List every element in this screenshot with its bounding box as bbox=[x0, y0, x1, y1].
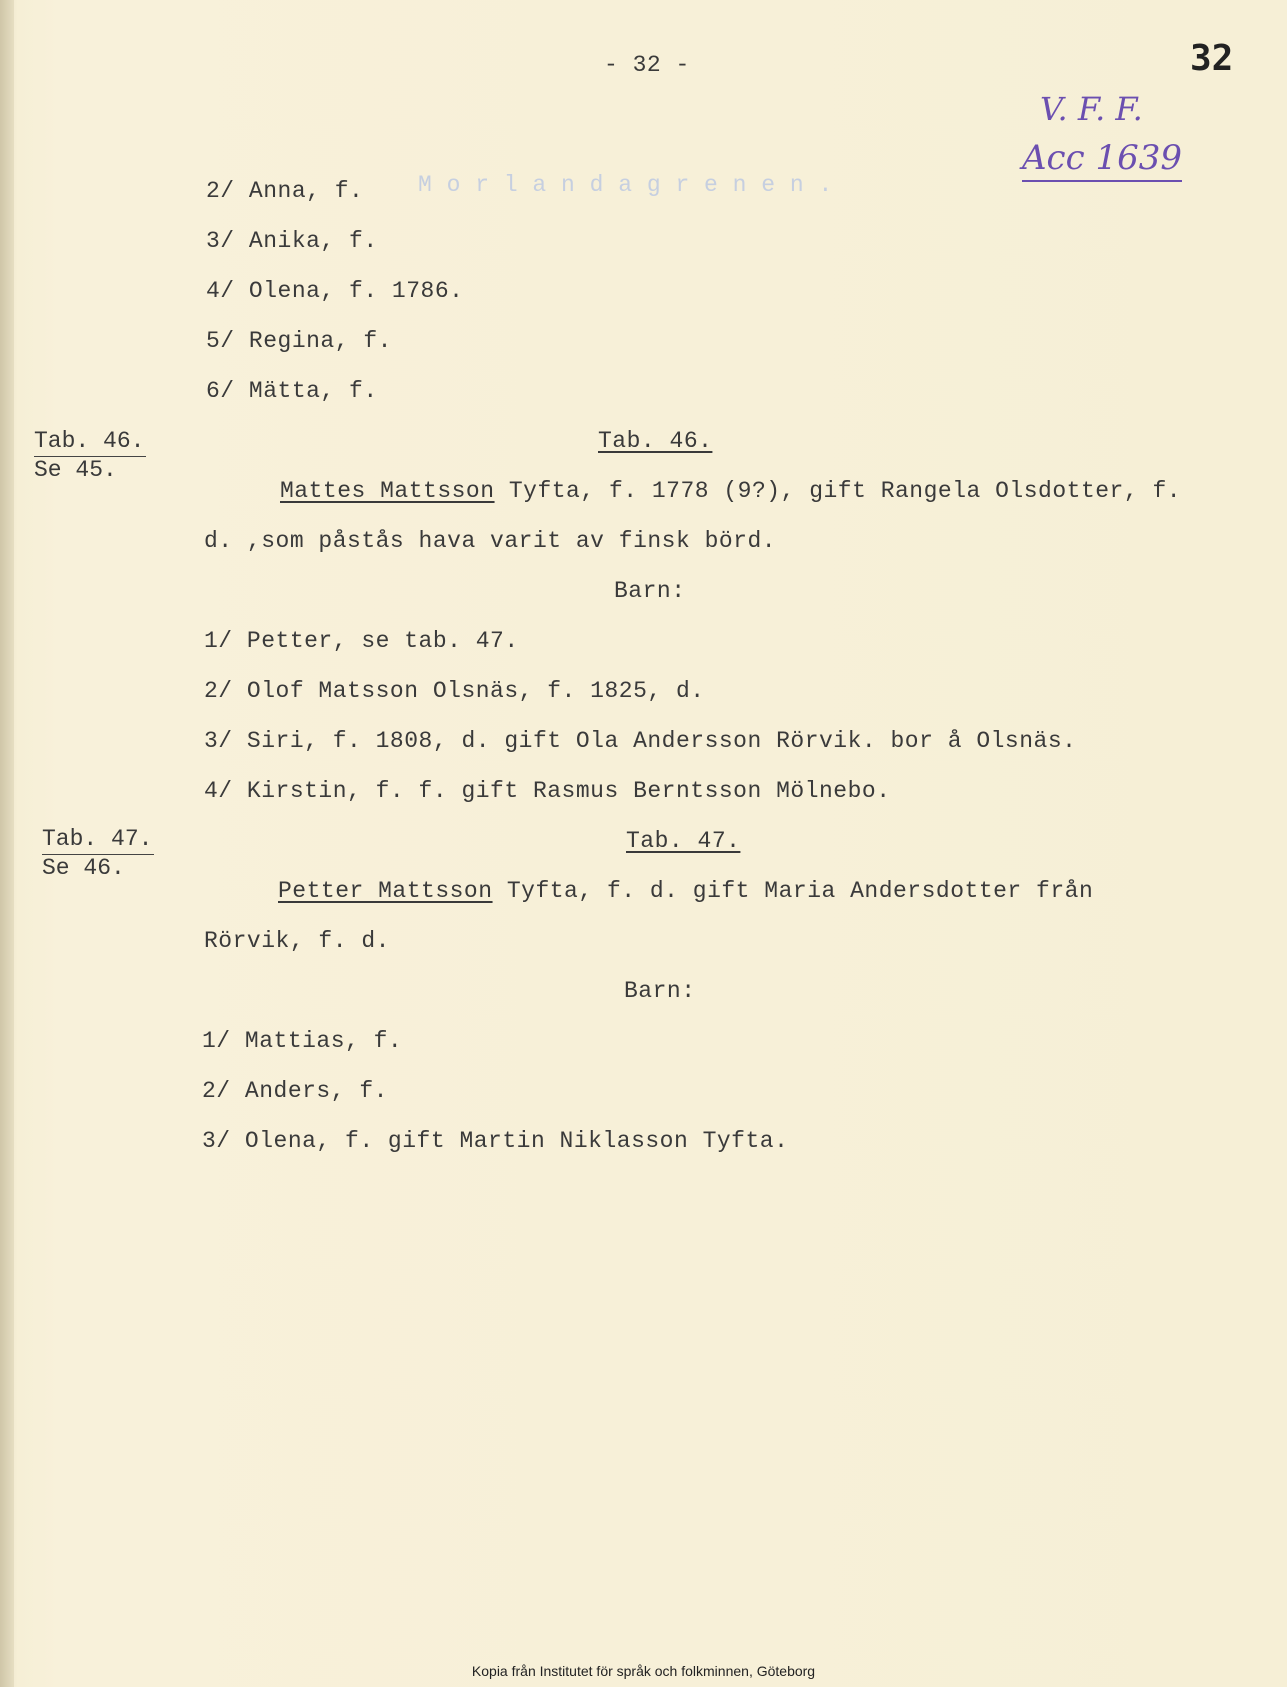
margin-tab-label: Tab. 46. bbox=[34, 428, 145, 454]
list-item: 2/ Anna, f. bbox=[206, 178, 364, 204]
entry-line-tab46 bbox=[280, 478, 1181, 504]
entry-line-tab47 bbox=[278, 878, 1093, 904]
barn-label: Barn: bbox=[614, 578, 686, 604]
list-item: 3/ Olena, f. gift Martin Niklasson Tyfta. bbox=[202, 1128, 789, 1154]
page-binding-edge bbox=[0, 0, 14, 1687]
bleed-through-title: M o r l a n d a g r e n e n . bbox=[418, 172, 833, 198]
entry-continuation: Rörvik, f. d. bbox=[204, 928, 390, 954]
list-item: 1/ Petter, se tab. 47. bbox=[204, 628, 519, 654]
list-item: 6/ Mätta, f. bbox=[206, 378, 378, 404]
page-number: 32 bbox=[1190, 38, 1234, 79]
page-marker: - 32 - bbox=[604, 52, 690, 78]
list-item: 3/ Anika, f. bbox=[206, 228, 378, 254]
margin-see-label: Se 46. bbox=[42, 855, 125, 881]
list-item: 2/ Olof Matsson Olsnäs, f. 1825, d. bbox=[204, 678, 705, 704]
entry-details: Tyfta, f. d. gift Maria Andersdotter från bbox=[492, 878, 1094, 904]
list-item: 3/ Siri, f. 1808, d. gift Ola Andersson Rörvik. bor å Olsnäs. bbox=[204, 728, 1077, 754]
list-item: 5/ Regina, f. bbox=[206, 328, 392, 354]
list-item: 1/ Mattias, f. bbox=[202, 1028, 403, 1054]
section-heading-tab47: Tab. 47. bbox=[626, 828, 741, 854]
margin-note-tab46 bbox=[34, 428, 146, 483]
margin-tab-label: Tab. 47. bbox=[42, 826, 153, 852]
archive-stamp-line2: Acc 1639 bbox=[1022, 138, 1182, 182]
barn-label: Barn: bbox=[624, 978, 696, 1004]
list-item: 4/ Olena, f. 1786. bbox=[206, 278, 464, 304]
copy-footer: Kopia från Institutet för språk och folkminnen, Göteborg bbox=[471, 1663, 816, 1679]
list-item: 2/ Anders, f. bbox=[202, 1078, 388, 1104]
person-name: Petter Mattsson bbox=[278, 878, 493, 904]
person-name: Mattes Mattsson bbox=[280, 478, 495, 504]
section-heading-tab46: Tab. 46. bbox=[598, 428, 713, 454]
margin-see-label: Se 45. bbox=[34, 457, 117, 483]
entry-continuation: d. ,som påstås hava varit av finsk börd. bbox=[204, 528, 777, 554]
entry-details: Tyfta, f. 1778 (9?), gift Rangela Olsdotter, f. bbox=[494, 478, 1182, 504]
list-item: 4/ Kirstin, f. f. gift Rasmus Berntsson Mölnebo. bbox=[204, 778, 891, 804]
margin-note-tab47 bbox=[42, 826, 154, 881]
archive-stamp-line1: V. F. F. bbox=[1040, 90, 1143, 128]
